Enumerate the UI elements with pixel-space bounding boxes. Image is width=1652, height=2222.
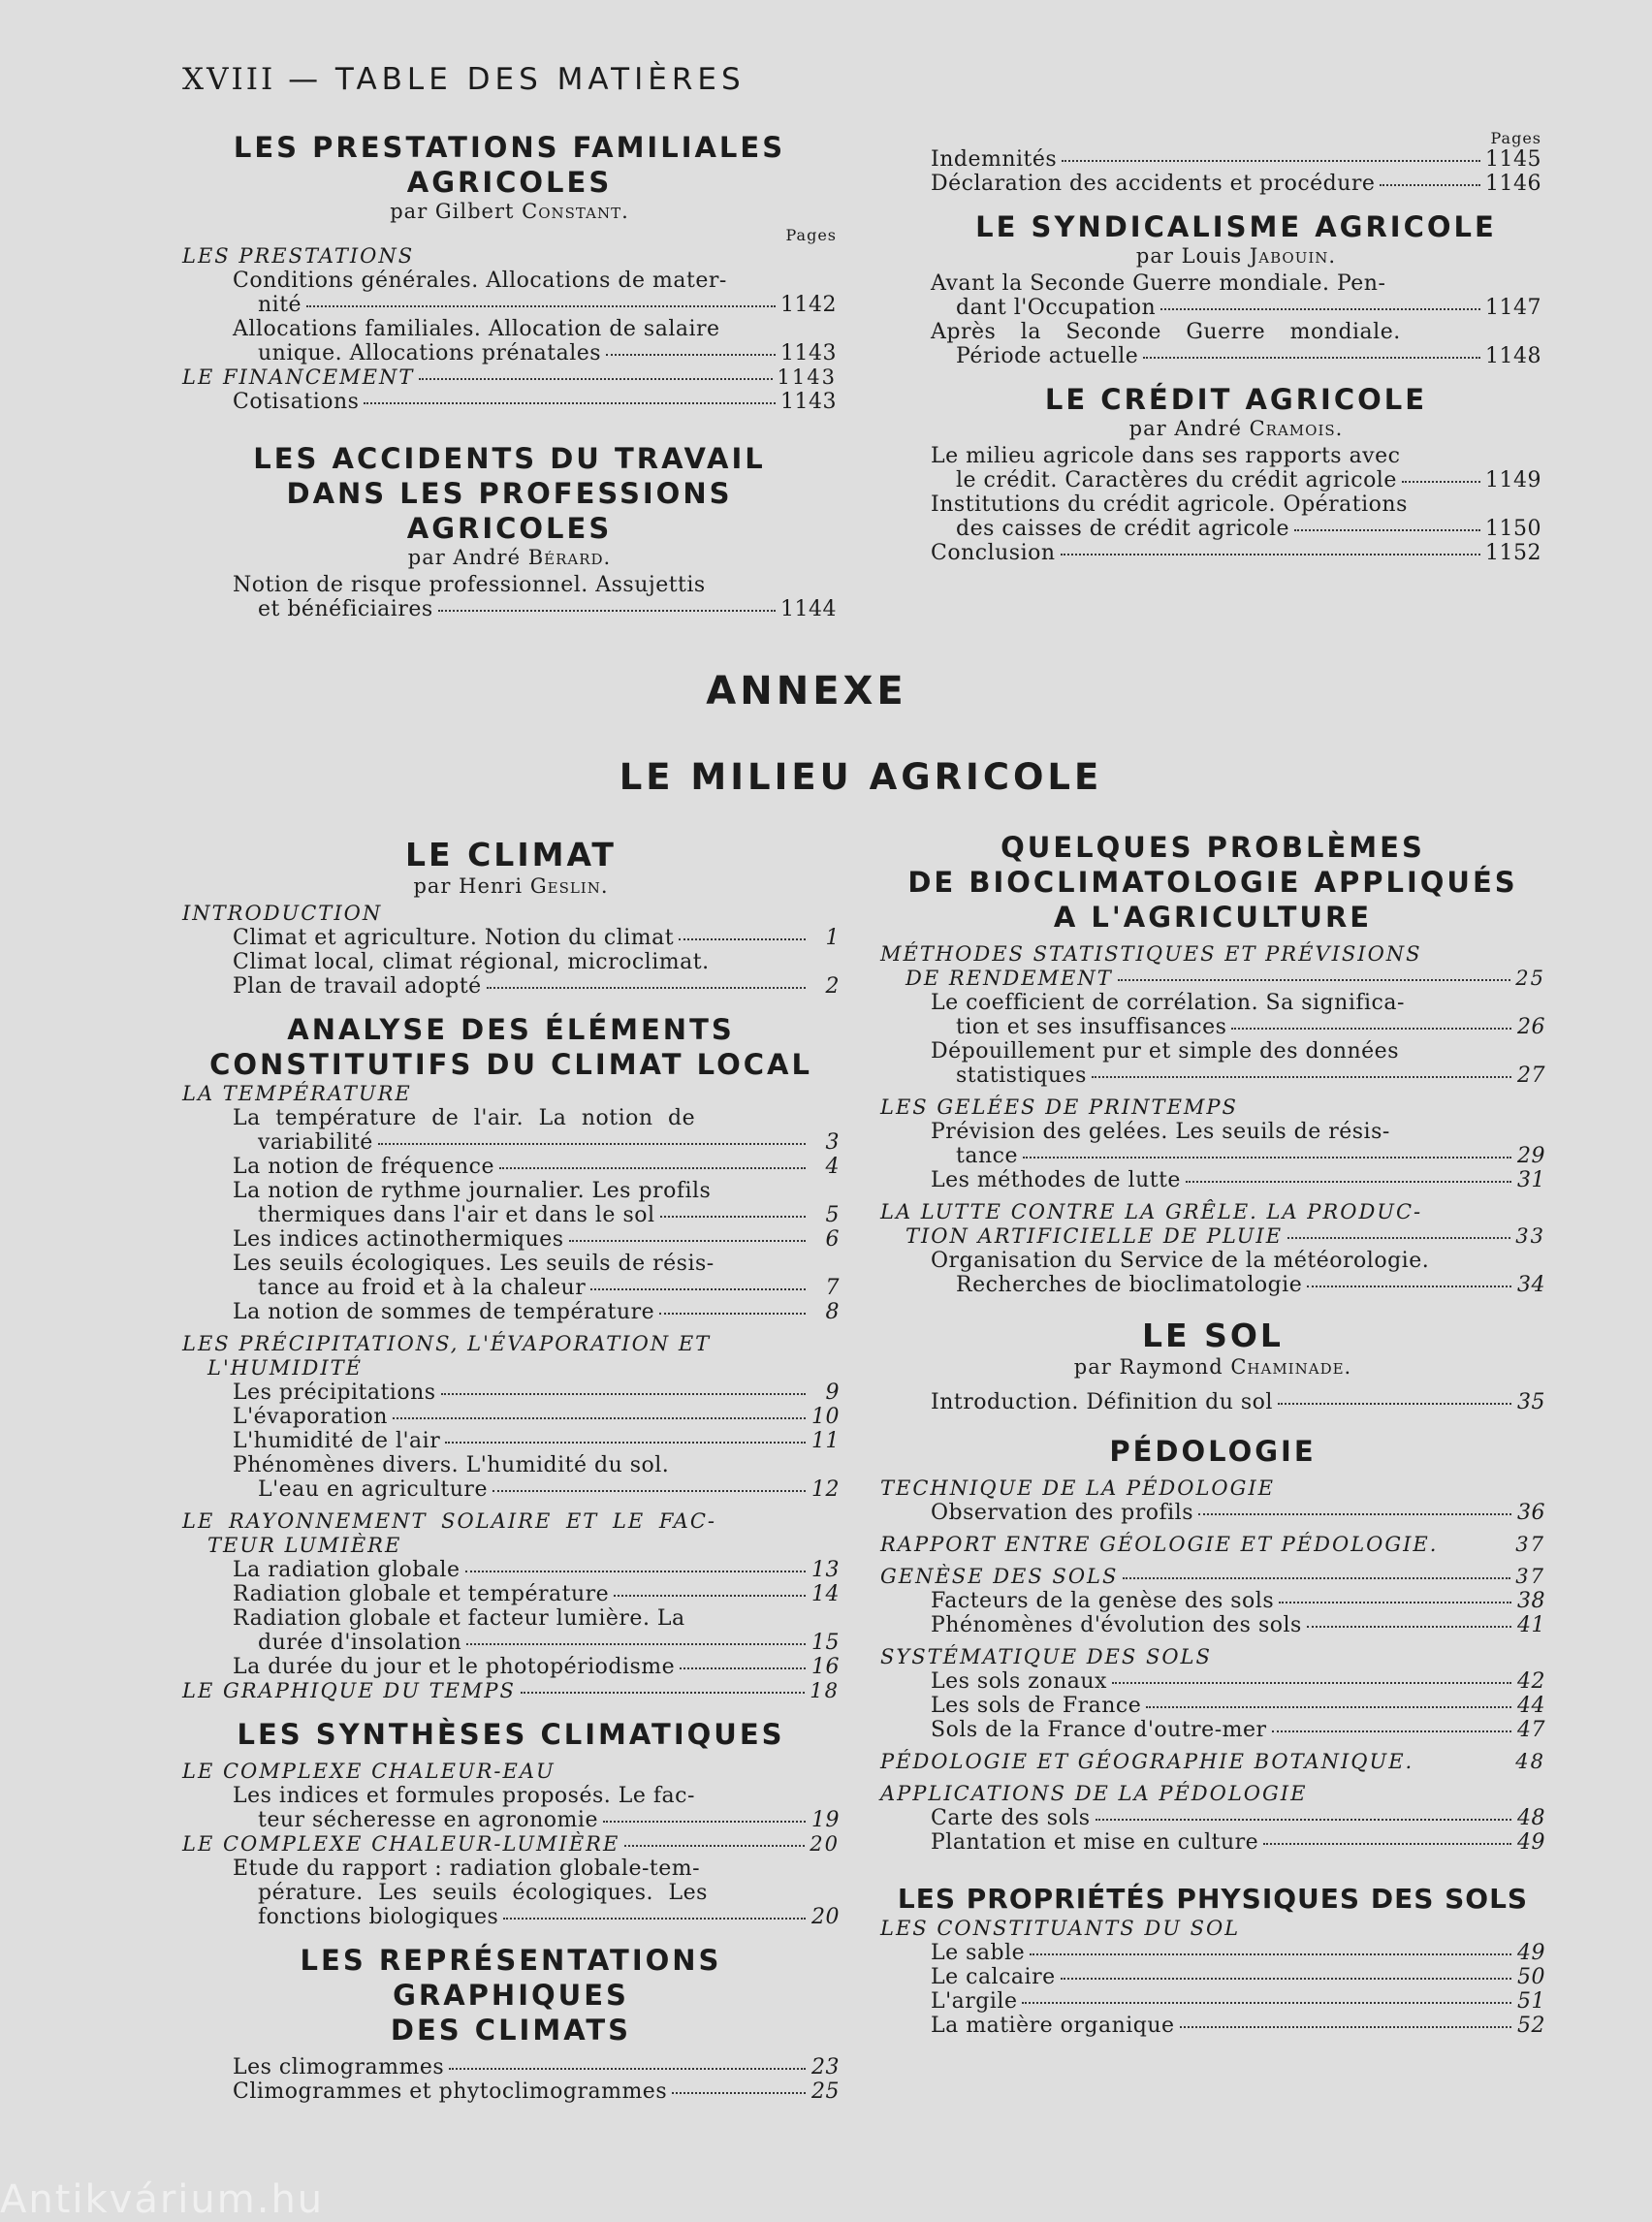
- toc-entry: La matière organique 52: [931, 2014, 1545, 2038]
- page-ref: 1144: [780, 597, 837, 621]
- author-name: Bérard.: [527, 546, 612, 569]
- toc-entry: statistiques 27: [956, 1063, 1545, 1088]
- page-ref: 10: [811, 1405, 840, 1429]
- toc-entry: tance au froid et à la chaleur 7: [258, 1276, 840, 1300]
- section-title: LES ACCIDENTS DU TRAVAIL: [253, 442, 766, 475]
- page-ref: 15: [811, 1631, 840, 1655]
- toc-entry: Conditions générales. Allocations de mater-: [233, 269, 727, 293]
- page-ref: 20: [810, 1832, 840, 1856]
- subsection-heading: LA TEMPÉRATURE: [182, 1082, 412, 1105]
- page-ref: 1: [825, 926, 840, 950]
- page-ref: 14: [811, 1582, 840, 1606]
- page-ref: 1148: [1485, 344, 1541, 368]
- page-ref: 19: [811, 1808, 840, 1832]
- toc-entry: Plantation et mise en culture 49: [931, 1830, 1545, 1855]
- page-number: XVIII: [182, 62, 276, 97]
- page-ref: 11: [811, 1429, 840, 1453]
- toc-entry: Les indices actinothermiques 6: [233, 1227, 840, 1252]
- author-name: Chaminade.: [1230, 1355, 1352, 1379]
- page-ref: 1146: [1485, 172, 1541, 196]
- toc-entry: Climogrammes et phytoclimogrammes 25: [233, 2079, 840, 2104]
- author-name: Cramois.: [1249, 417, 1344, 440]
- toc-entry: Radiation globale et température 14: [233, 1582, 840, 1606]
- toc-entry: PÉDOLOGIE ET GÉOGRAPHIE BOTANIQUE. 48: [880, 1750, 1545, 1773]
- toc-entry: des caisses de crédit agricole 1150: [956, 517, 1541, 541]
- toc-entry: Climat local, climat régional, microclimat.: [233, 950, 710, 974]
- toc-entry: Avant la Seconde Guerre mondiale. Pen-: [931, 271, 1386, 296]
- toc-entry: tance 29: [956, 1144, 1545, 1168]
- page-ref: 12: [811, 1477, 840, 1502]
- toc-entry: La notion de fréquence 4: [233, 1155, 840, 1179]
- page-ref: 9: [825, 1381, 840, 1405]
- section-title: A L'AGRICULTURE: [1053, 901, 1373, 934]
- section-title: LE CRÉDIT AGRICOLE: [1044, 383, 1428, 416]
- author-line: par Henri Geslin.: [413, 874, 609, 898]
- page-ref: 48: [1517, 1806, 1545, 1830]
- page-ref: 36: [1517, 1501, 1545, 1525]
- page-ref: 6: [825, 1227, 840, 1252]
- page-ref: 34: [1517, 1273, 1545, 1297]
- page-ref: 20: [811, 1905, 840, 1929]
- toc-entry: unique. Allocations prénatales 1143: [258, 341, 837, 365]
- author-line: par Gilbert Constant.: [390, 200, 629, 223]
- author-name: Geslin.: [529, 874, 609, 898]
- subsection-heading: LA LUTTE CONTRE LA GRÊLE. LA PRODUC-: [880, 1200, 1423, 1223]
- toc-entry: Radiation globale et facteur lumière. La: [233, 1606, 685, 1631]
- toc-entry: Cotisations 1143: [233, 390, 837, 414]
- page-ref: 13: [811, 1558, 840, 1582]
- toc-entry: Les précipitations 9: [233, 1381, 840, 1405]
- watermark: Antikvárium.hu: [0, 2177, 325, 2222]
- toc-entry: LE GRAPHIQUE DU TEMPS 18: [182, 1679, 840, 1702]
- toc-entry: Observation des profils 36: [931, 1501, 1545, 1525]
- author-line: par André Cramois.: [1128, 417, 1344, 440]
- pages-label: Pages: [1490, 129, 1541, 147]
- toc-entry: Institutions du crédit agricole. Opérations: [931, 492, 1408, 517]
- subsection-heading: INTRODUCTION: [182, 902, 383, 925]
- author-line: par André Bérard.: [407, 546, 612, 569]
- page-ref: 1152: [1485, 541, 1541, 565]
- milieu-title: LE MILIEU AGRICOLE: [619, 756, 1103, 798]
- subsection-heading: LE RAYONNEMENT SOLAIRE ET LE FAC-: [182, 1509, 716, 1533]
- section-title: PÉDOLOGIE: [1109, 1435, 1317, 1468]
- pages-label: Pages: [785, 226, 837, 244]
- subsection-heading: L'HUMIDITÉ: [207, 1356, 363, 1380]
- author-line: par Raymond Chaminade.: [1073, 1355, 1352, 1379]
- toc-entry: Phénomènes d'évolution des sols 41: [931, 1613, 1545, 1637]
- subsection-heading: LES PRÉCIPITATIONS, L'ÉVAPORATION ET: [182, 1332, 712, 1355]
- toc-entry: Indemnités 1145: [931, 147, 1541, 172]
- page-ref: 41: [1517, 1613, 1545, 1637]
- page-ref: 2: [825, 974, 840, 999]
- toc-entry: Climat et agriculture. Notion du climat 1: [233, 926, 840, 950]
- author-name: Constant.: [522, 200, 629, 223]
- bottom-right-column: [880, 830, 1545, 2038]
- page-ref: 47: [1517, 1718, 1545, 1742]
- annexe-title: ANNEXE: [706, 669, 907, 714]
- toc-entry: Sols de la France d'outre-mer 47: [931, 1718, 1545, 1742]
- page-ref: 1145: [1485, 147, 1541, 172]
- section-title: QUELQUES PROBLÈMES: [1001, 831, 1425, 864]
- page-ref: 1143: [777, 365, 837, 389]
- top-right-column: [931, 130, 1541, 565]
- toc-entry: Le coefficient de corrélation. Sa significa-: [931, 991, 1405, 1015]
- toc-entry: Période actuelle 1148: [956, 344, 1541, 368]
- toc-entry: Plan de travail adopté 2: [233, 974, 840, 999]
- page-ref: 16: [811, 1655, 840, 1679]
- toc-entry: La radiation globale 13: [233, 1558, 840, 1582]
- toc-entry: fonctions biologiques 20: [258, 1905, 840, 1929]
- subsection-heading: TECHNIQUE DE LA PÉDOLOGIE: [880, 1476, 1276, 1500]
- subsection-heading: TEUR LUMIÈRE: [207, 1534, 402, 1557]
- toc-entry: dant l'Occupation 1147: [956, 296, 1541, 320]
- page-ref: 52: [1517, 2014, 1545, 2038]
- toc-entry: Organisation du Service de la météorologie.: [931, 1249, 1430, 1273]
- section-title: LE SOL: [1142, 1317, 1284, 1354]
- toc-entry: Les indices et formules proposés. Le fac-: [233, 1784, 695, 1808]
- toc-entry: La notion de sommes de température 8: [233, 1300, 840, 1324]
- toc-entry: Facteurs de la genèse des sols 38: [931, 1589, 1545, 1613]
- page-ref: 25: [1515, 967, 1545, 990]
- page-ref: 5: [825, 1203, 840, 1227]
- toc-entry: Allocations familiales. Allocation de salaire: [233, 317, 720, 341]
- toc-entry: Prévision des gelées. Les seuils de résis-: [931, 1120, 1390, 1144]
- running-header: [182, 62, 746, 97]
- toc-entry: Les climogrammes 23: [233, 2055, 840, 2079]
- page-ref: 25: [811, 2079, 840, 2104]
- page-ref: 1150: [1485, 517, 1541, 541]
- page-ref: 50: [1517, 1965, 1545, 1989]
- subsection-heading: LES CONSTITUANTS DU SOL: [880, 1917, 1241, 1940]
- toc-entry: Etude du rapport : radiation globale-tem-: [233, 1857, 701, 1881]
- section-title: LES SYNTHÈSES CLIMATIQUES: [237, 1718, 785, 1751]
- section-title: DE BIOCLIMATOLOGIE APPLIQUÉS: [907, 866, 1518, 899]
- section-title: DES CLIMATS: [390, 2014, 632, 2047]
- page-ref: 48: [1515, 1750, 1545, 1773]
- bottom-left-column: [182, 836, 840, 2104]
- toc-entry: Les sols de France 44: [931, 1694, 1545, 1718]
- page-ref: 37: [1515, 1565, 1545, 1588]
- page-ref: 18: [810, 1679, 840, 1702]
- toc-entry: Les seuils écologiques. Les seuils de résis-: [233, 1252, 715, 1276]
- toc-entry: nité 1142: [258, 293, 837, 317]
- toc-entry: Introduction. Définition du sol 35: [931, 1390, 1545, 1414]
- page-ref: 27: [1517, 1063, 1545, 1088]
- page-ref: 35: [1517, 1390, 1545, 1414]
- toc-entry: Carte des sols 48: [931, 1806, 1545, 1830]
- toc-entry: Le calcaire 50: [931, 1965, 1545, 1989]
- subsection-heading: APPLICATIONS DE LA PÉDOLOGIE: [880, 1782, 1308, 1805]
- toc-entry: GENÈSE DES SOLS 37: [880, 1565, 1545, 1588]
- toc-entry: L'humidité de l'air 11: [233, 1429, 840, 1453]
- subsection-heading: LES GELÉES DE PRINTEMPS: [880, 1095, 1238, 1119]
- page-ref: 4: [825, 1155, 840, 1179]
- toc-entry: durée d'insolation 15: [258, 1631, 840, 1655]
- page-ref: 1149: [1485, 468, 1541, 492]
- toc-entry: pérature. Les seuils écologiques. Les: [258, 1881, 708, 1905]
- section-title: ANALYSE DES ÉLÉMENTS: [287, 1013, 735, 1046]
- page-ref: 8: [825, 1300, 840, 1324]
- toc-entry: et bénéficiaires 1144: [258, 597, 837, 621]
- subsection-heading: LES PRESTATIONS: [182, 244, 415, 268]
- page-ref: 23: [811, 2055, 840, 2079]
- toc-entry: La température de l'air. La notion de: [233, 1106, 696, 1130]
- section-title: LES PRESTATIONS FAMILIALES: [233, 131, 786, 164]
- header-dash: —: [288, 62, 324, 97]
- subsection-heading: LE COMPLEXE CHALEUR-EAU: [182, 1760, 556, 1783]
- section-title: LES REPRÉSENTATIONS GRAPHIQUES: [300, 1944, 722, 2012]
- page-ref: 31: [1517, 1168, 1545, 1192]
- header-title: TABLE DES MATIÈRES: [334, 62, 746, 97]
- toc-entry: LE COMPLEXE CHALEUR-LUMIÈRE 20: [182, 1832, 840, 1856]
- subsection-heading: MÉTHODES STATISTIQUES ET PRÉVISIONS: [880, 942, 1422, 966]
- page-ref: 7: [825, 1276, 840, 1300]
- section-title: LES PROPRIÉTÉS PHYSIQUES DES SOLS: [897, 1883, 1529, 1915]
- toc-entry: Recherches de bioclimatologie 34: [956, 1273, 1545, 1297]
- page-ref: 1143: [780, 390, 837, 414]
- page-ref: 49: [1517, 1941, 1545, 1965]
- page-ref: 38: [1517, 1589, 1545, 1613]
- toc-entry: La notion de rythme journalier. Les profils: [233, 1179, 712, 1203]
- top-left-column: [182, 130, 837, 621]
- toc-entry: Notion de risque professionnel. Assujettis: [233, 573, 706, 597]
- toc-entry: Phénomènes divers. L'humidité du sol.: [233, 1453, 670, 1477]
- page-ref: 37: [1515, 1533, 1545, 1556]
- section-title: LE SYNDICALISME AGRICOLE: [975, 210, 1497, 243]
- section-title: CONSTITUTIFS DU CLIMAT LOCAL: [209, 1048, 812, 1081]
- page-ref: 26: [1517, 1015, 1545, 1039]
- subsection-heading: SYSTÉMATIQUE DES SOLS: [880, 1645, 1212, 1668]
- toc-entry: RAPPORT ENTRE GÉOLOGIE ET PÉDOLOGIE. 37: [880, 1533, 1545, 1556]
- toc-entry: La durée du jour et le photopériodisme 16: [233, 1655, 840, 1679]
- toc-entry: L'évaporation 10: [233, 1405, 840, 1429]
- page-ref: 33: [1515, 1224, 1545, 1248]
- page-ref: 1142: [780, 293, 837, 317]
- page-ref: 29: [1517, 1144, 1545, 1168]
- toc-entry: L'argile 51: [931, 1989, 1545, 2014]
- toc-entry: le crédit. Caractères du crédit agricole 1149: [956, 468, 1541, 492]
- page-ref: 49: [1517, 1830, 1545, 1855]
- toc-entry: Le milieu agricole dans ses rapports avec: [931, 444, 1401, 468]
- toc-entry: tion et ses insuffisances 26: [956, 1015, 1545, 1039]
- page-ref: 44: [1517, 1694, 1545, 1718]
- page-ref: 3: [825, 1130, 840, 1155]
- page-ref: 1143: [780, 341, 837, 365]
- toc-entry: L'eau en agriculture 12: [258, 1477, 840, 1502]
- section-title: DANS LES PROFESSIONS AGRICOLES: [286, 477, 733, 545]
- toc-entry: teur sécheresse en agronomie 19: [258, 1808, 840, 1832]
- section-title: LE CLIMAT: [405, 836, 617, 873]
- author-line: par Louis Jabouin.: [1135, 244, 1337, 268]
- page-ref: 51: [1517, 1989, 1545, 2014]
- toc-entry: Après la Seconde Guerre mondiale.: [931, 320, 1401, 344]
- toc-entry: TION ARTIFICIELLE DE PLUIE 33: [905, 1224, 1545, 1248]
- toc-entry: thermiques dans l'air et dans le sol 5: [258, 1203, 840, 1227]
- toc-entry: LE FINANCEMENT 1143: [182, 365, 837, 389]
- toc-entry: Conclusion 1152: [931, 541, 1541, 565]
- toc-entry: Dépouillement pur et simple des données: [931, 1039, 1399, 1063]
- section-title: AGRICOLES: [406, 166, 613, 199]
- toc-entry: Les sols zonaux 42: [931, 1669, 1545, 1694]
- toc-entry: Les méthodes de lutte 31: [931, 1168, 1545, 1192]
- author-name: Jabouin.: [1249, 244, 1337, 268]
- toc-entry: variabilité 3: [258, 1130, 840, 1155]
- toc-entry: Déclaration des accidents et procédure 1146: [931, 172, 1541, 196]
- page-ref: 42: [1517, 1669, 1545, 1694]
- page-ref: 1147: [1485, 296, 1541, 320]
- toc-entry: Le sable 49: [931, 1941, 1545, 1965]
- toc-entry: DE RENDEMENT 25: [905, 967, 1545, 990]
